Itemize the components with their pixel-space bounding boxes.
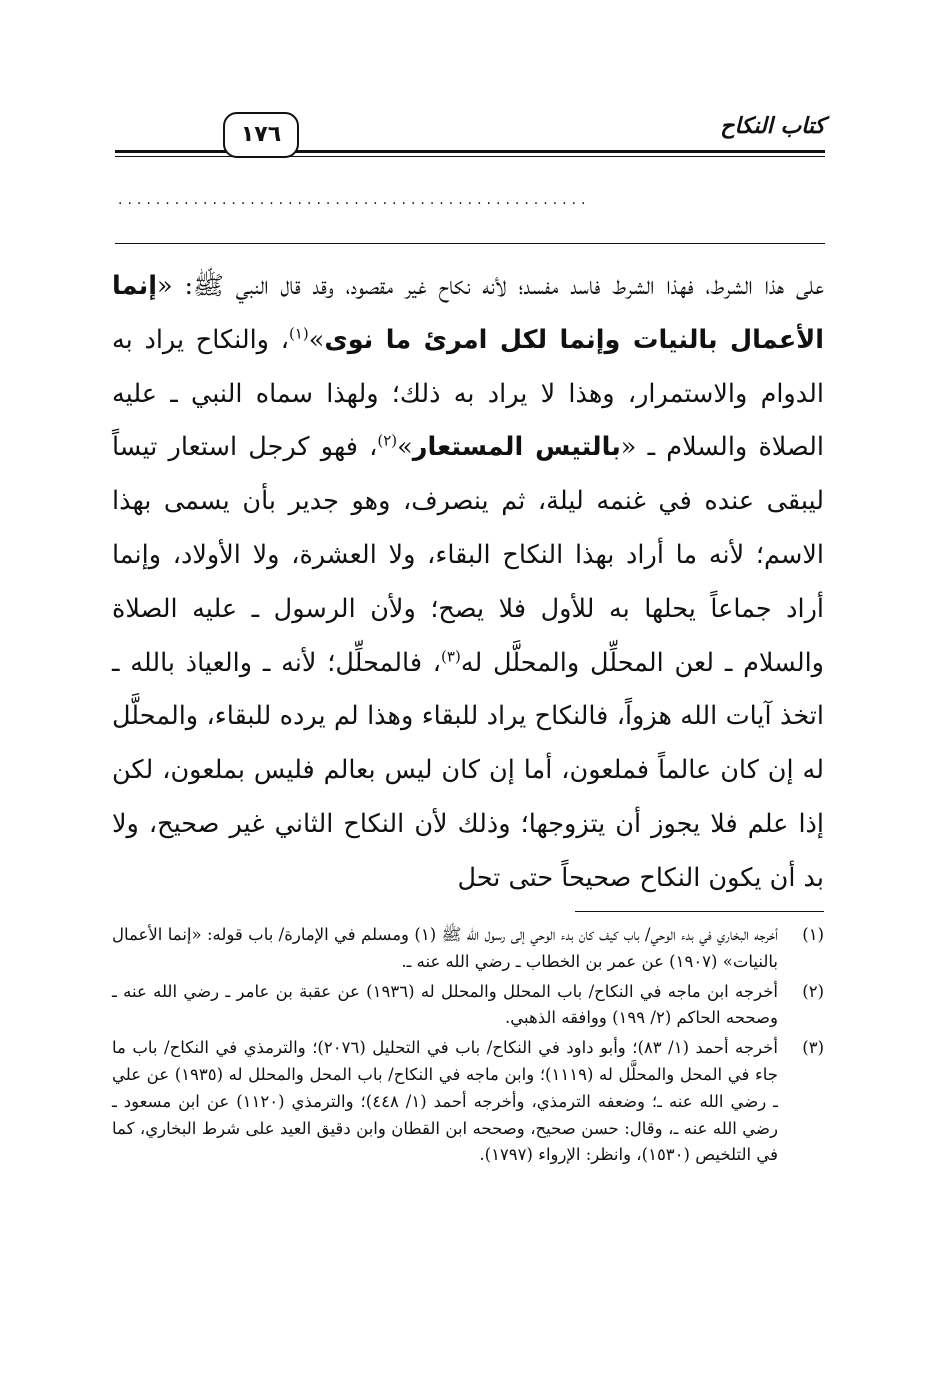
book-title: كتاب النكاح: [720, 114, 825, 139]
footnote-rule: [575, 911, 824, 912]
main-text-part: ، والنكاح يراد به الدوام والاستمرار، وهذا لا يراد به ذلك؛ ولهذا سماه النبي ـ عليه الصلاة والسلام ـ «: [112, 324, 824, 463]
main-text: [112, 260, 824, 906]
main-text-part: على هذا الشرط، فهذا الشرط فاسد مفسد؛ لأنه نكاح غير مقصود، وقد قال النبي ﷺ: «: [157, 271, 824, 301]
separator-line: [115, 243, 825, 244]
footnote-ref: (٣): [441, 647, 461, 666]
footnote-ref: (١): [288, 324, 309, 343]
page-number: ١٧٦: [223, 112, 299, 158]
footnote: [112, 979, 824, 1033]
footnotes: [112, 922, 824, 1172]
footnote: [112, 922, 824, 976]
footnote-text: أخرجه ابن ماجه في النكاح/ باب المحلل والمحلل له (١٩٣٦) عن عقبة بن عامر ـ رضي الله عنه ـ وصححه الحاكم (٢/ ١٩٩) ووافقه الذهبي.: [112, 981, 778, 1028]
main-text-part: ، فهو كرجل استعار تيساً ليبقى عنده في غنمه ليلة، ثم ينصرف، وهو جدير بأن يسمى بهذا الاسم؛ لأنه ما أراد بهذا النكاح البقاء، ولا العشرة، ولا الأولاد، وإنما أراد جماعاً يحلها به للأول فلا يصح؛ ولأن الرسول ـ عليه الصلاة والسلام ـ لعن المحلِّل والمحلَّل له: [112, 432, 824, 678]
footnote-number: (٣): [802, 1038, 824, 1058]
main-text-part: »: [397, 432, 413, 463]
footnote-number: (٢): [802, 981, 824, 1001]
hadith-quote: إنما الأعمال بالنيات وإنما لكل امرئ ما نوى: [112, 271, 824, 355]
header-rule-thin: [115, 156, 825, 157]
footnote-text: أخرجه البخاري في بدء الوحي/ باب كيف كان بدء الوحي إلى رسول الله ﷺ (١) ومسلم في الإمارة/ باب قوله: «إنما الأعمال بالنيات» (١٩٠٧) عن عمر بن الخطاب ـ رضي الله عنه ـ.: [112, 925, 778, 971]
footnote-ref: (٢): [377, 431, 398, 450]
main-text-part: ، فالمحلِّل؛ لأنه ـ والعياذ بالله ـ اتخذ آيات الله هزواً، فالنكاح يراد للبقاء وهذا لم يرده للبقاء، والمحلَّل له إن كان عالماً فملعون، أما إن كان ليس بعالم فليس بملعون، لكن إذا علم فلا يجوز أن يتزوجها؛ وذلك لأن النكاح الثاني غير صحيح، ولا بد أن يكون النكاح صحيحاً حتى تحل: [112, 647, 824, 893]
main-text-part: »: [308, 324, 325, 355]
hadith-quote: بالتيس المستعار: [412, 432, 621, 463]
header-rule-thick: [115, 150, 825, 153]
footnote: [112, 1035, 824, 1169]
dotted-separator: ..................................................: [118, 192, 591, 208]
footnote-number: (١): [802, 925, 824, 944]
page-header: [115, 100, 825, 170]
footnote-text: أخرجه أحمد (١/ ٨٣)؛ وأبو داود في النكاح/ باب في التحليل (٢٠٧٦)؛ والترمذي في النكاح/ باب ما جاء في المحل والمحلَّل له (١١١٩)؛ وابن ماجه في النكاح/ باب المحل والمحلل له (١٩٣٥) عن علي ـ رضي الله عنه ـ؛ وضعفه الترمذي، وأخرجه أحمد (١/ ٤٤٨)؛ والترمذي (١١٢٠) عن ابن مسعود ـ رضي الله عنه ـ، وقال: حسن صحيح، وصححه ابن القطان وابن دقيق العيد على شرط البخاري، كما في التلخيص (١٥٣٠)، وانظر: الإرواء (١٧٩٧).: [112, 1038, 779, 1165]
